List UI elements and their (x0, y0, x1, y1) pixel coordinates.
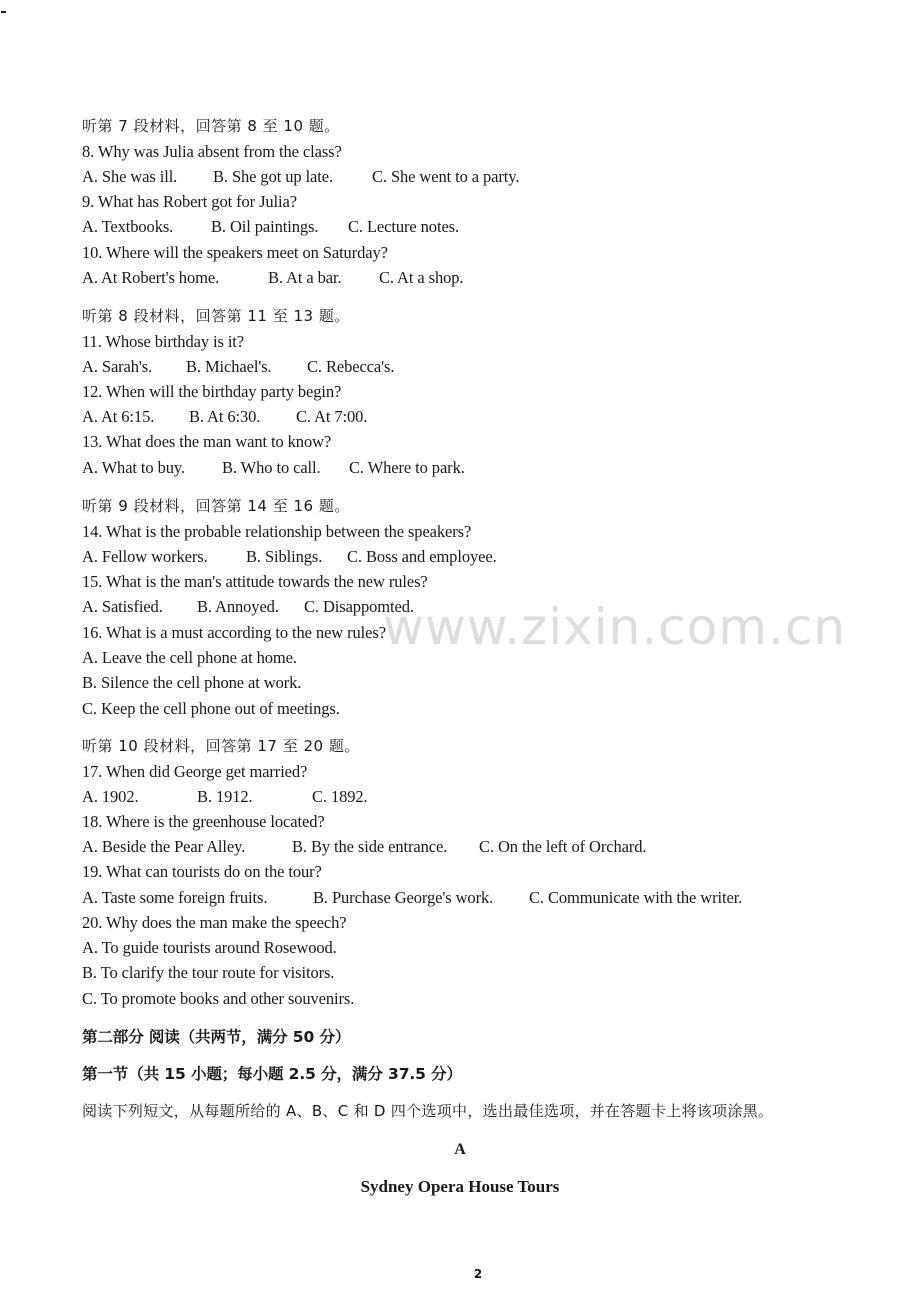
options-19 (82, 888, 742, 908)
options-14 (82, 547, 497, 567)
option-16-a: A. Leave the cell phone at home. (82, 648, 297, 667)
option-a: A. At Robert's home. (82, 268, 220, 287)
option-a: A. What to buy. (82, 458, 185, 477)
option-c: C. Where to park. (349, 458, 465, 477)
options-12 (82, 407, 367, 427)
option-b: B. At a bar. (268, 268, 342, 287)
option-20-a: A. To guide tourists around Rosewood. (82, 938, 337, 957)
option-20-c: C. To promote books and other souvenirs. (82, 989, 355, 1008)
option-a: A. She was ill. (82, 167, 178, 186)
option-a: A. Textbooks. (82, 217, 174, 236)
option-16-b: B. Silence the cell phone at work. (82, 673, 302, 692)
option-b: B. Who to call. (222, 458, 321, 477)
option-b: B. Siblings. (246, 547, 323, 566)
question-8: 8. Why was Julia absent from the class? (82, 142, 342, 161)
options-8 (82, 167, 519, 187)
option-20-b: B. To clarify the tour route for visitors. (82, 963, 335, 982)
option-16-c: C. Keep the cell phone out of meetings. (82, 699, 340, 718)
section-instruction: 听第 9 段材料，回答第 14 至 16 题。 (82, 497, 350, 515)
option-a: A. Sarah's. (82, 357, 153, 376)
option-a: A. Satisfied. (82, 597, 163, 616)
question-14: 14. What is the probable relationship between the speakers? (82, 522, 472, 541)
passage-letter: A (454, 1141, 466, 1158)
option-b: B. By the side entrance. (292, 837, 448, 856)
page-number: 2 (473, 1267, 483, 1281)
option-a: A. At 6:15. (82, 407, 155, 426)
options-17 (82, 787, 368, 807)
section-instruction: 听第 10 段材料，回答第 17 至 20 题。 (82, 737, 360, 755)
reading-instruction: 阅读下列短文，从每题所给的 A、B、C 和 D 四个选项中，选出最佳选项，并在答题卡上将该项涂黑。 (82, 1102, 774, 1120)
question-16: 16. What is a must according to the new rules? (82, 623, 386, 642)
option-c: C. At a shop. (379, 268, 464, 287)
question-9: 9. What has Robert got for Julia? (82, 192, 297, 211)
question-10: 10. Where will the speakers meet on Saturday? (82, 243, 388, 262)
options-18 (82, 837, 646, 857)
question-18: 18. Where is the greenhouse located? (82, 812, 325, 831)
option-c: C. Communicate with the writer. (529, 888, 743, 907)
option-c: C. On the left of Orchard. (479, 837, 647, 856)
option-b: B. Michael's. (186, 357, 272, 376)
part-two-title: 第二部分 阅读（共两节，满分 50 分） (82, 1028, 351, 1046)
option-a: A. Beside the Pear Alley. (82, 837, 246, 856)
watermark: www.zixin.com.cn (383, 598, 847, 656)
question-20: 20. Why does the man make the speech? (82, 913, 347, 932)
question-17: 17. When did George get married? (82, 762, 308, 781)
options-10 (82, 268, 463, 288)
option-b: B. Purchase George's work. (313, 888, 494, 907)
question-12: 12. When will the birthday party begin? (82, 382, 342, 401)
option-c: C. Rebecca's. (307, 357, 395, 376)
scan-corner-mark (1, 11, 6, 13)
passage-title: Sydney Opera House Tours (360, 1177, 560, 1196)
question-13: 13. What does the man want to know? (82, 432, 332, 451)
option-a: A. Fellow workers. (82, 547, 208, 566)
question-19: 19. What can tourists do on the tour? (82, 862, 322, 881)
option-b: B. At 6:30. (189, 407, 261, 426)
option-b: B. Oil paintings. (211, 217, 319, 236)
option-b: B. She got up late. (213, 167, 334, 186)
option-c: C. Disappomted. (304, 597, 414, 616)
question-11: 11. Whose birthday is it? (82, 332, 245, 351)
option-b: B. 1912. (197, 787, 253, 806)
options-15 (82, 597, 414, 617)
question-15: 15. What is the man's attitude towards the new rules? (82, 572, 428, 591)
option-c: C. Lecture notes. (348, 217, 460, 236)
options-11 (82, 357, 394, 377)
option-c: C. She went to a party. (372, 167, 520, 186)
section-instruction: 听第 8 段材料，回答第 11 至 13 题。 (82, 307, 350, 325)
option-a: A. Taste some foreign fruits. (82, 888, 268, 907)
option-b: B. Annoyed. (197, 597, 279, 616)
option-c: C. Boss and employee. (347, 547, 497, 566)
options-13 (82, 458, 465, 478)
option-c: C. At 7:00. (296, 407, 368, 426)
section-one-title: 第一节（共 15 小题；每小题 2.5 分，满分 37.5 分） (82, 1065, 462, 1083)
option-c: C. 1892. (312, 787, 368, 806)
option-a: A. 1902. (82, 787, 139, 806)
options-9 (82, 217, 459, 237)
section-instruction: 听第 7 段材料，回答第 8 至 10 题。 (82, 117, 340, 135)
